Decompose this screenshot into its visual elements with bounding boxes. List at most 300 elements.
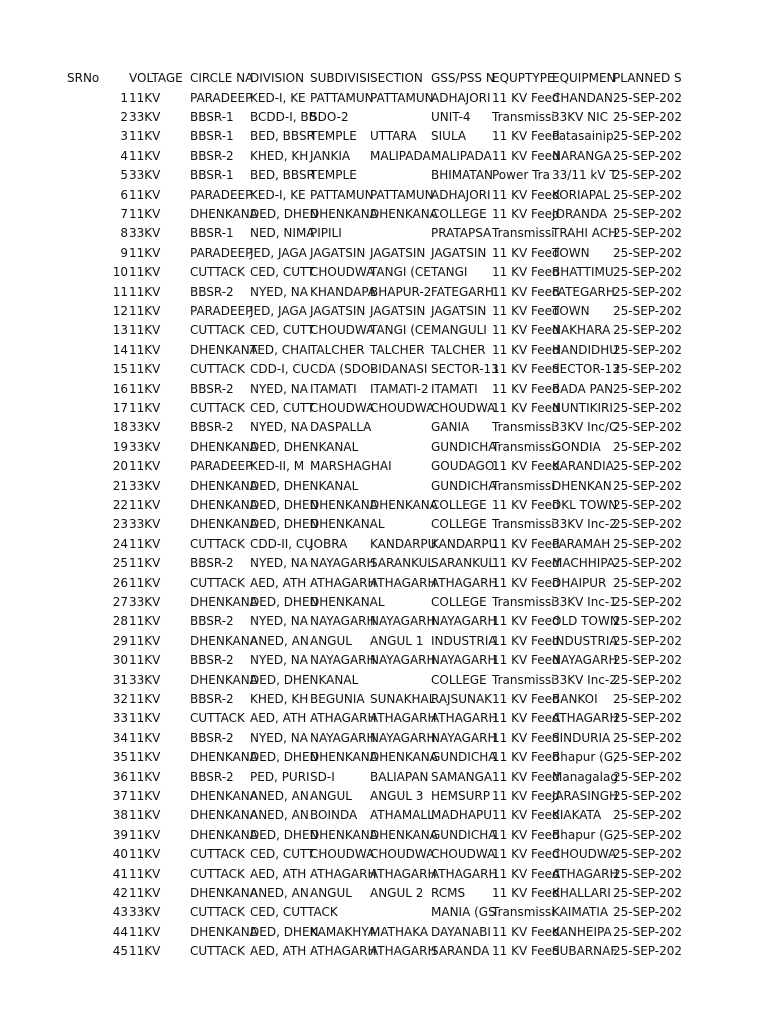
voltage-cell: 11KV — [129, 653, 161, 668]
subdivision-cell — [310, 477, 370, 496]
planned-start-cell: 25-SEP-202 — [613, 653, 683, 668]
voltage-cell: 11KV — [129, 614, 161, 629]
table-row — [0, 360, 768, 379]
voltage-cell: 11KV — [129, 303, 161, 318]
subdivision-cell: JANKIA — [310, 148, 351, 163]
planned-start-cell: 25-SEP-202 — [613, 109, 683, 124]
division-cell: BED, BBSR — [250, 168, 315, 183]
section-cell: BHAPUR-2 — [370, 284, 432, 299]
equptype-cell: 11 KV Feed — [492, 400, 560, 415]
subdivision-cell: NAYAGARH — [310, 730, 376, 745]
division-cell: JED, JAGA — [250, 303, 307, 318]
table-row — [0, 438, 768, 457]
division-cell: TED, CHAI — [250, 342, 311, 357]
division-cell: CED, CUTTACK — [250, 905, 338, 920]
gss-pss-cell: COLLEGE — [431, 672, 487, 687]
gss-pss-cell: GUNDICHA — [431, 750, 497, 765]
circle-cell: DHENKANA — [190, 808, 258, 823]
srno-cell: 6 — [120, 187, 128, 202]
division-cell: DED, DHEN — [250, 497, 319, 512]
gss-pss-cell: ATHAGARH — [431, 711, 498, 726]
gss-pss-cell: COLLEGE — [431, 517, 487, 532]
section-cell — [370, 438, 431, 457]
equptype-cell: 11 KV Feed — [492, 633, 560, 648]
srno-cell: 28 — [112, 614, 128, 629]
subdivision-cell: ATHAGARH — [310, 575, 377, 590]
division-cell: CED, CUTT — [250, 265, 315, 280]
voltage-cell: 11KV — [129, 556, 161, 571]
planned-start-cell: 25-SEP-202 — [613, 691, 683, 706]
voltage-cell: 11KV — [129, 750, 161, 765]
equipment-cell: KHALLARI — [552, 885, 611, 900]
equptype-cell: 11 KV Feed — [492, 381, 560, 396]
division-cell: NYED, NA — [250, 653, 308, 668]
gss-pss-cell: PRATAPSA — [431, 226, 492, 241]
equptype-cell: 11 KV Feed — [492, 730, 560, 745]
circle-cell: DHENKANA — [190, 206, 258, 221]
srno-cell: 40 — [112, 847, 128, 862]
voltage-cell: 11KV — [129, 342, 161, 357]
gss-pss-cell: SARANKUL — [431, 556, 496, 571]
voltage-cell: 11KV — [129, 245, 161, 260]
equipment-cell: GONDIA — [552, 439, 601, 454]
planned-start-cell: 25-SEP-202 — [613, 905, 683, 920]
srno-cell: 27 — [112, 594, 128, 609]
equptype-cell: Transmissi — [492, 672, 555, 687]
table-row — [0, 826, 768, 845]
srno-cell: 38 — [112, 808, 128, 823]
equptype-cell: 11 KV Feed — [492, 866, 560, 881]
subdivision-cell — [310, 903, 370, 922]
subdivision-cell: CHOUDWA — [310, 847, 375, 862]
equptype-cell: Transmissi — [492, 109, 555, 124]
section-cell: MALIPADA — [370, 148, 431, 163]
voltage-cell: 11KV — [129, 265, 161, 280]
circle-cell: DHENKANA — [190, 885, 258, 900]
equptype-cell: 11 KV Feed — [492, 303, 560, 318]
voltage-cell: 11KV — [129, 711, 161, 726]
division-cell: NYED, NA — [250, 284, 308, 299]
circle-cell: PARADEEP — [190, 459, 253, 474]
srno-cell: 31 — [112, 672, 128, 687]
header-equipment: EQUIPMEN — [552, 71, 616, 85]
voltage-cell: 33KV — [129, 420, 161, 435]
circle-cell: DHENKANA — [190, 788, 258, 803]
voltage-cell: 11KV — [129, 575, 161, 590]
section-cell: ATHAMALL — [370, 808, 434, 823]
circle-cell: DHENKANA — [190, 633, 258, 648]
table-row — [0, 903, 768, 922]
circle-cell: BBSR-1 — [190, 168, 234, 183]
gss-pss-cell: MADHAPU — [431, 808, 493, 823]
gss-pss-cell: SIULA — [431, 129, 467, 144]
equipment-cell: SINDURIA — [552, 730, 611, 745]
section-cell: DHENKANA — [370, 750, 438, 765]
subdivision-cell: SDO-2 — [310, 109, 349, 124]
table-row — [0, 787, 768, 806]
gss-pss-cell: BHIMATAN — [431, 168, 494, 183]
voltage-cell: 11KV — [129, 400, 161, 415]
planned-start-cell: 25-SEP-202 — [613, 245, 683, 260]
circle-cell: CUTTACK — [190, 575, 245, 590]
planned-start-cell: 25-SEP-202 — [613, 924, 683, 939]
equptype-cell: 11 KV Feed — [492, 129, 560, 144]
gss-pss-cell: COLLEGE — [431, 206, 487, 221]
division-cell: DED, DHENKANAL — [250, 672, 359, 687]
division-cell: NED, NIMA — [250, 226, 315, 241]
voltage-cell: 11KV — [129, 730, 161, 745]
section-cell: ITAMATI-2 — [370, 381, 429, 396]
srno-cell: 33 — [112, 711, 128, 726]
division-cell: NYED, NA — [250, 730, 308, 745]
srno-cell: 2 — [120, 109, 128, 124]
voltage-cell: 11KV — [129, 769, 161, 784]
equipment-cell: ATHAGARH — [552, 866, 619, 881]
equptype-cell: 11 KV Feed — [492, 284, 560, 299]
section-cell — [370, 166, 431, 185]
gss-pss-cell: CHOUDWA — [431, 400, 496, 415]
section-cell — [370, 593, 431, 612]
section-cell: JAGATSIN — [370, 245, 426, 260]
equipment-cell: DKL TOWN — [552, 497, 618, 512]
section-cell — [370, 903, 431, 922]
voltage-cell: 11KV — [129, 808, 161, 823]
planned-start-cell: 25-SEP-202 — [613, 944, 683, 959]
planned-start-cell: 25-SEP-202 — [613, 750, 683, 765]
equptype-cell: 11 KV Feed — [492, 323, 560, 338]
table-row — [0, 496, 768, 515]
gss-pss-cell: JAGATSIN — [431, 303, 487, 318]
circle-cell: BBSR-1 — [190, 226, 234, 241]
planned-start-cell: 25-SEP-202 — [613, 536, 683, 551]
section-cell — [370, 515, 431, 534]
subdivision-cell: TEMPLE — [310, 168, 357, 183]
table-row — [0, 147, 768, 166]
gss-pss-cell: MANIA (GS — [431, 905, 496, 920]
equipment-cell: Bhapur (G, — [552, 827, 617, 842]
table-row — [0, 554, 768, 573]
equptype-cell: 11 KV Feed — [492, 769, 560, 784]
planned-start-cell: 25-SEP-202 — [613, 730, 683, 745]
section-cell: NAYAGARH — [370, 730, 436, 745]
voltage-cell: 11KV — [129, 206, 161, 221]
circle-cell: CUTTACK — [190, 323, 245, 338]
circle-cell: PARADEEP — [190, 303, 253, 318]
section-cell: NAYAGARH — [370, 614, 436, 629]
gss-pss-cell: HEMSURP — [431, 788, 490, 803]
voltage-cell: 11KV — [129, 90, 161, 105]
srno-cell: 24 — [112, 536, 128, 551]
planned-start-cell: 25-SEP-202 — [613, 478, 683, 493]
gss-pss-cell: DAYANABI — [431, 924, 491, 939]
gss-pss-cell: COLLEGE — [431, 497, 487, 512]
planned-start-cell: 25-SEP-202 — [613, 129, 683, 144]
subdivision-cell: NAYAGARH — [310, 653, 376, 668]
circle-cell: DHENKANA — [190, 497, 258, 512]
table-row — [0, 748, 768, 767]
voltage-cell: 11KV — [129, 497, 161, 512]
planned-start-cell: 25-SEP-202 — [613, 148, 683, 163]
gss-pss-cell: SAMANGA — [431, 769, 493, 784]
equptype-cell: 11 KV Feed — [492, 827, 560, 842]
equptype-cell: Transmissi — [492, 517, 555, 532]
division-cell: DED, DHEN — [250, 517, 319, 532]
section-cell: ANGUL 3 — [370, 788, 424, 803]
section-cell: JAGATSIN — [370, 303, 426, 318]
table-row — [0, 535, 768, 554]
table-row — [0, 865, 768, 884]
circle-cell: BBSR-2 — [190, 653, 234, 668]
equptype-cell: 11 KV Feed — [492, 536, 560, 551]
section-cell: TALCHER — [370, 342, 425, 357]
gss-pss-cell: INDUSTRIA — [431, 633, 497, 648]
planned-start-cell: 25-SEP-202 — [613, 808, 683, 823]
equptype-cell: 11 KV Feed — [492, 245, 560, 260]
voltage-cell: 11KV — [129, 847, 161, 862]
table-row — [0, 671, 768, 690]
table-row — [0, 244, 768, 263]
subdivision-cell: ANGUL — [310, 633, 352, 648]
planned-start-cell: 25-SEP-202 — [613, 342, 683, 357]
division-cell: NYED, NA — [250, 420, 308, 435]
planned-start-cell: 25-SEP-202 — [613, 303, 683, 318]
circle-cell: BBSR-2 — [190, 730, 234, 745]
srno-cell: 18 — [112, 420, 128, 435]
srno-cell: 5 — [120, 168, 128, 183]
gss-pss-cell: JAGATSIN — [431, 245, 487, 260]
voltage-cell: 11KV — [129, 459, 161, 474]
division-cell: KED-I, KE — [250, 187, 306, 202]
division-cell: JED, JAGA — [250, 245, 307, 260]
subdivision-cell: TALCHER — [310, 342, 365, 357]
equipment-cell: JORANDA — [552, 206, 608, 221]
equipment-cell: MACHHIPA — [552, 556, 615, 571]
division-cell: ANED, AN — [250, 633, 309, 648]
section-cell — [370, 671, 431, 690]
subdivision-cell: DASPALLA — [310, 420, 372, 435]
circle-cell: BBSR-1 — [190, 109, 234, 124]
voltage-cell: 33KV — [129, 478, 161, 493]
planned-start-cell: 25-SEP-202 — [613, 594, 683, 609]
table-row — [0, 399, 768, 418]
gss-pss-cell: COLLEGE — [431, 594, 487, 609]
voltage-cell: 33KV — [129, 517, 161, 532]
planned-start-cell: 25-SEP-202 — [613, 90, 683, 105]
subdivision-cell: ANGUL — [310, 788, 352, 803]
subdivision-cell: PATTAMUN — [310, 187, 374, 202]
srno-cell: 44 — [112, 924, 128, 939]
equipment-cell: KAIMATIA — [552, 905, 609, 920]
srno-cell: 12 — [112, 303, 128, 318]
circle-cell: BBSR-2 — [190, 381, 234, 396]
gss-pss-cell: GUNDICHA — [431, 478, 497, 493]
equipment-cell: Patasainip — [552, 129, 614, 144]
table-row — [0, 108, 768, 127]
equipment-cell: SECTOR-13 — [552, 362, 620, 377]
equptype-cell: 11 KV Feed — [492, 575, 560, 590]
gss-pss-cell: SARANDA — [431, 944, 490, 959]
voltage-cell: 11KV — [129, 284, 161, 299]
circle-cell: CUTTACK — [190, 362, 245, 377]
division-cell: DED, DHENKANAL — [250, 439, 359, 454]
subdivision-cell: DHENKANAL — [310, 517, 385, 532]
equptype-cell: 11 KV Feed — [492, 847, 560, 862]
section-cell: CHOUDWA — [370, 400, 435, 415]
equptype-cell: 11 KV Feed — [492, 750, 560, 765]
gss-pss-cell: FATEGARH — [431, 284, 494, 299]
planned-start-cell: 25-SEP-202 — [613, 556, 683, 571]
division-cell: DED, DHEN — [250, 924, 319, 939]
planned-start-cell: 25-SEP-202 — [613, 517, 683, 532]
gss-pss-cell: RAJSUNAK — [431, 691, 493, 706]
equipment-cell: TOWN — [552, 245, 590, 260]
division-cell: ANED, AN — [250, 808, 309, 823]
circle-cell: DHENKANA — [190, 594, 258, 609]
srno-cell: 34 — [112, 730, 128, 745]
planned-start-cell: 25-SEP-202 — [613, 187, 683, 202]
equptype-cell: 11 KV Feed — [492, 187, 560, 202]
equipment-cell: TRAHI ACH — [552, 226, 618, 241]
equipment-cell: TOWN — [552, 303, 590, 318]
header-circle-name: CIRCLE NA — [190, 71, 254, 85]
header-voltage: VOLTAGE — [129, 71, 183, 85]
circle-cell: CUTTACK — [190, 265, 245, 280]
circle-cell: CUTTACK — [190, 944, 245, 959]
srno-cell: 30 — [112, 653, 128, 668]
equptype-cell: 11 KV Feed — [492, 206, 560, 221]
circle-cell: BBSR-2 — [190, 691, 234, 706]
division-cell: CDD-II, CU — [250, 536, 314, 551]
subdivision-cell: PIPILI — [310, 226, 342, 241]
circle-cell: DHENKANA — [190, 478, 258, 493]
srno-cell: 35 — [112, 750, 128, 765]
voltage-cell: 11KV — [129, 536, 161, 551]
division-cell: AED, ATH — [250, 711, 307, 726]
equptype-cell: 11 KV Feed — [492, 265, 560, 280]
equipment-cell: CHANDAN — [552, 90, 613, 105]
srno-cell: 14 — [112, 342, 128, 357]
table-row — [0, 768, 768, 787]
subdivision-cell: TEMPLE — [310, 129, 357, 144]
srno-cell: 8 — [120, 226, 128, 241]
subdivision-cell: CHOUDWA — [310, 323, 375, 338]
planned-start-cell: 25-SEP-202 — [613, 827, 683, 842]
planned-start-cell: 25-SEP-202 — [613, 614, 683, 629]
circle-cell: CUTTACK — [190, 536, 245, 551]
srno-cell: 21 — [112, 478, 128, 493]
subdivision-cell: DHENKANA — [310, 206, 378, 221]
srno-cell: 42 — [112, 885, 128, 900]
equipment-cell: 33KV Inc-1 — [552, 594, 617, 609]
section-cell: PATTAMUN — [370, 90, 434, 105]
equptype-cell: 11 KV Feed — [492, 885, 560, 900]
table-row — [0, 884, 768, 903]
voltage-cell: 33KV — [129, 905, 161, 920]
planned-start-cell: 25-SEP-202 — [613, 847, 683, 862]
circle-cell: CUTTACK — [190, 847, 245, 862]
gss-pss-cell: TALCHER — [431, 342, 486, 357]
voltage-cell: 11KV — [129, 691, 161, 706]
division-cell: CED, CUTT — [250, 323, 315, 338]
section-cell: NAYAGARH — [370, 653, 436, 668]
section-cell: PATTAMUN — [370, 187, 434, 202]
table-row — [0, 806, 768, 825]
gss-pss-cell: ATHAGARH — [431, 866, 498, 881]
section-cell — [370, 418, 431, 437]
equptype-cell: 11 KV Feed — [492, 691, 560, 706]
division-cell: BCDD-I, BB — [250, 109, 317, 124]
srno-cell: 37 — [112, 788, 128, 803]
voltage-cell: 11KV — [129, 827, 161, 842]
division-cell: ANED, AN — [250, 788, 309, 803]
equipment-cell: DHAIPUR — [552, 575, 607, 590]
section-cell: ANGUL 2 — [370, 885, 424, 900]
planned-start-cell: 25-SEP-202 — [613, 362, 683, 377]
subdivision-cell: CHOUDWA — [310, 400, 375, 415]
equptype-cell: Transmissi — [492, 420, 555, 435]
subdivision-cell: MARSHAGHAI — [310, 459, 392, 474]
voltage-cell: 11KV — [129, 885, 161, 900]
planned-start-cell: 25-SEP-202 — [613, 575, 683, 590]
circle-cell: CUTTACK — [190, 711, 245, 726]
circle-cell: BBSR-2 — [190, 769, 234, 784]
subdivision-cell: KHANDAPA — [310, 284, 376, 299]
circle-cell: BBSR-1 — [190, 129, 234, 144]
circle-cell: CUTTACK — [190, 905, 245, 920]
equipment-cell: BADA PAN — [552, 381, 614, 396]
srno-cell: 15 — [112, 362, 128, 377]
planned-start-cell: 25-SEP-202 — [613, 400, 683, 415]
section-cell — [370, 224, 431, 243]
circle-cell: DHENKANA — [190, 827, 258, 842]
voltage-cell: 33KV — [129, 672, 161, 687]
table-row — [0, 612, 768, 631]
subdivision-cell: JOBRA — [310, 536, 348, 551]
gss-pss-cell: ADHAJORI — [431, 90, 491, 105]
section-cell: SARANKUL — [370, 556, 435, 571]
subdivision-cell: NAYAGARH — [310, 614, 376, 629]
section-cell: TANGI (CE — [370, 265, 431, 280]
equipment-cell: BANKOI — [552, 691, 598, 706]
gss-pss-cell: KANDARPU — [431, 536, 498, 551]
subdivision-cell: NAYAGARH — [310, 556, 376, 571]
planned-start-cell: 25-SEP-202 — [613, 497, 683, 512]
equptype-cell: Power Tra — [492, 168, 550, 183]
srno-cell: 11 — [112, 284, 128, 299]
srno-cell: 16 — [112, 381, 128, 396]
equipment-cell: Bhapur (G, — [552, 750, 617, 765]
equipment-cell: PARAMAH — [552, 536, 611, 551]
subdivision-cell: KAMAKHYA — [310, 924, 376, 939]
table-row — [0, 690, 768, 709]
planned-start-cell: 25-SEP-202 — [613, 439, 683, 454]
equptype-cell: 11 KV Feed — [492, 614, 560, 629]
table-row — [0, 593, 768, 612]
equipment-cell: KIAKATA — [552, 808, 602, 823]
division-cell: KED-I, KE — [250, 90, 306, 105]
planned-start-cell: 25-SEP-202 — [613, 459, 683, 474]
section-cell: CHOUDWA — [370, 847, 435, 862]
division-cell: PED, PURI — [250, 769, 310, 784]
table-row — [0, 302, 768, 321]
equptype-cell: 11 KV Feed — [492, 342, 560, 357]
circle-cell: PARADEEP — [190, 245, 253, 260]
srno-cell: 29 — [112, 633, 128, 648]
section-cell: MATHAKA — [370, 924, 429, 939]
srno-cell: 39 — [112, 827, 128, 842]
table-row — [0, 380, 768, 399]
planned-start-cell: 25-SEP-202 — [613, 788, 683, 803]
